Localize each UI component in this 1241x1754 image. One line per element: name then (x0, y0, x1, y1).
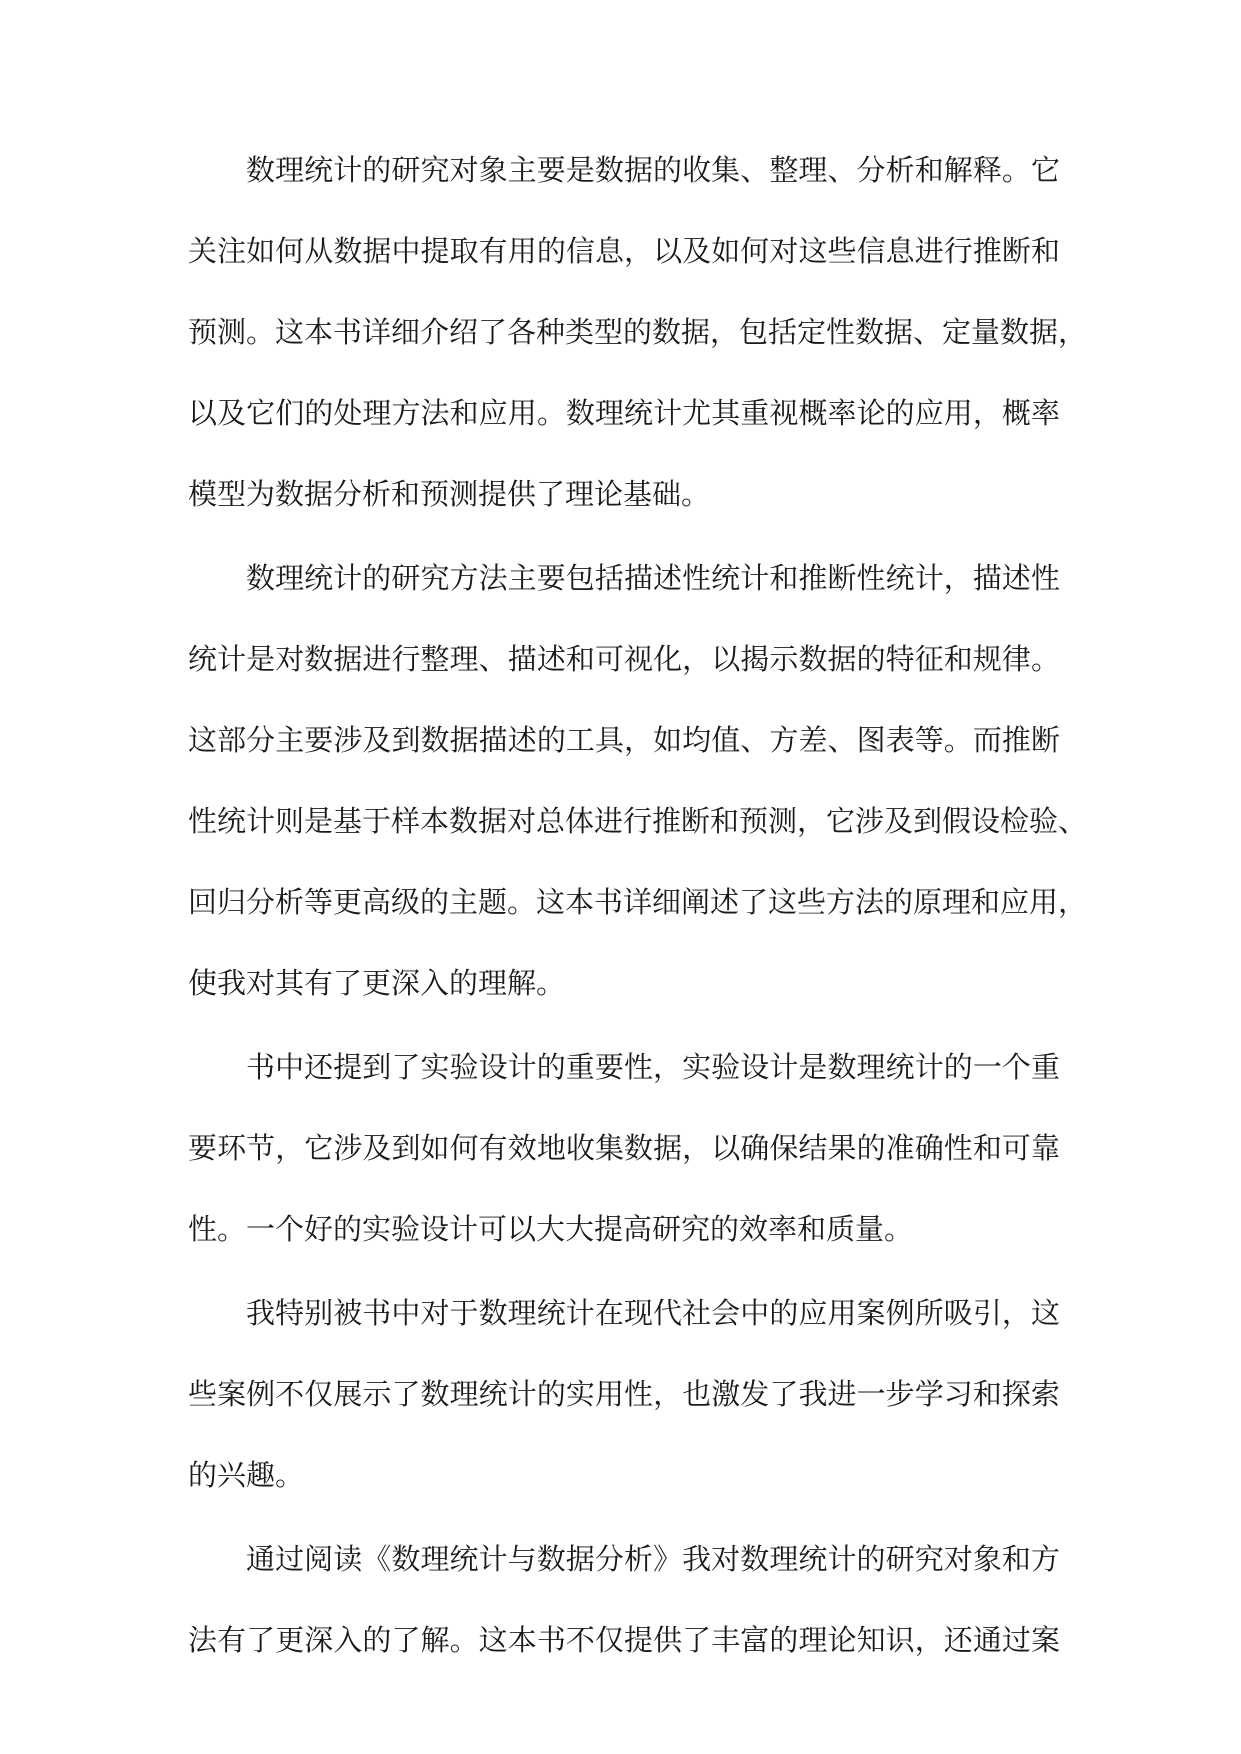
paragraph-line: 书中还提到了实验设计的重要性，实验设计是数理统计的一个重 (246, 1050, 1060, 1084)
paragraph-line: 预测。这本书详细介绍了各种类型的数据，包括定性数据、定量数据， (188, 315, 1088, 349)
paragraph-4 (188, 1293, 1060, 1495)
paragraph-1 (188, 150, 1088, 514)
paragraph-line: 模型为数据分析和预测提供了理论基础。 (188, 477, 711, 511)
paragraph-line: 法有了更深入的了解。这本书不仅提供了丰富的理论知识，还通过案 (188, 1623, 1060, 1657)
paragraph-5 (188, 1539, 1060, 1660)
paragraph-line: 些案例不仅展示了数理统计的实用性，也激发了我进一步学习和探索 (188, 1377, 1060, 1411)
paragraph-2 (188, 558, 1088, 1003)
paragraph-line: 这部分主要涉及到数据描述的工具，如均值、方差、图表等。而推断 (188, 723, 1060, 757)
paragraph-line: 统计是对数据进行整理、描述和可视化，以揭示数据的特征和规律。 (188, 642, 1060, 676)
paragraph-line: 关注如何从数据中提取有用的信息，以及如何对这些信息进行推断和 (188, 234, 1060, 268)
paragraph-line: 性统计则是基于样本数据对总体进行推断和预测，它涉及到假设检验、 (188, 804, 1088, 838)
paragraph-line: 回归分析等更高级的主题。这本书详细阐述了这些方法的原理和应用， (188, 885, 1088, 919)
paragraph-3 (188, 1047, 1060, 1249)
document-body (188, 150, 1088, 1660)
paragraph-line: 要环节，它涉及到如何有效地收集数据，以确保结果的准确性和可靠 (188, 1131, 1060, 1165)
paragraph-line: 数理统计的研究方法主要包括描述性统计和推断性统计，描述性 (246, 561, 1060, 595)
paragraph-line: 数理统计的研究对象主要是数据的收集、整理、分析和解释。它 (246, 153, 1060, 187)
paragraph-line: 我特别被书中对于数理统计在现代社会中的应用案例所吸引，这 (246, 1296, 1060, 1330)
paragraph-line: 通过阅读《数理统计与数据分析》我对数理统计的研究对象和方 (246, 1542, 1060, 1576)
paragraph-line: 使我对其有了更深入的理解。 (188, 966, 566, 1000)
paragraph-line: 以及它们的处理方法和应用。数理统计尤其重视概率论的应用，概率 (188, 396, 1060, 430)
paragraph-line: 的兴趣。 (188, 1458, 305, 1492)
paragraph-line: 性。一个好的实验设计可以大大提高研究的效率和质量。 (188, 1212, 914, 1246)
